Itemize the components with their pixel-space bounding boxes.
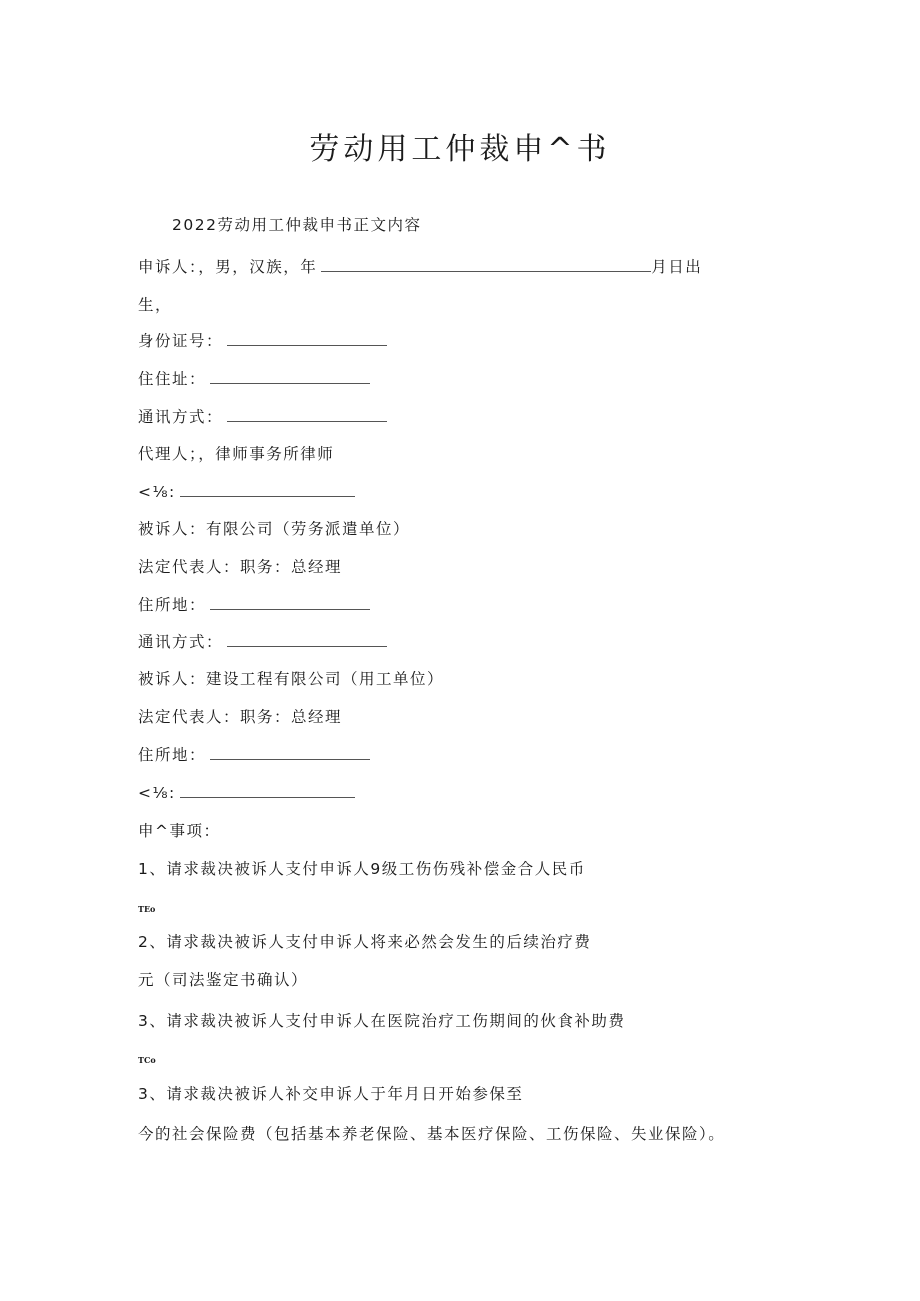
respondent2-address-blank [210,745,370,760]
agent-contact-label: <⅛: [138,483,176,501]
claim-item: 今的社会保险费（包括基本养老保险、基本医疗保险、工伤保险、失业保险）。 [138,1125,726,1143]
applicant-contact-label: 通讯方式： [138,408,224,426]
applicant-address-row [138,368,370,390]
respondent1-address-label: 住所地： [138,596,207,614]
applicant-contact-row [138,406,387,428]
applicant-line1-suffix: 月日出 [651,258,703,276]
respondent1-address-blank [210,595,370,610]
respondent1-name: 被诉人：有限公司（劳务派遣单位） [138,520,411,538]
claim-item: 1、请求裁决被诉人支付申诉人9级工伤伤残补偿金合人民币 [138,860,586,878]
claim-item: 3、请求裁决被诉人补交申诉人于年月日开始参保至 [138,1085,524,1103]
respondent2-name: 被诉人：建设工程有限公司（用工单位） [138,670,445,688]
claim-item: 2、请求裁决被诉人支付申诉人将来必然会发生的后续治疗费 [138,933,592,951]
id-number-label: 身份证号： [138,332,224,350]
id-number-blank [227,331,387,346]
respondent1-contact-label: 通讯方式： [138,633,224,651]
claim-item: 元（司法鉴定书确认） [138,971,309,989]
respondent2-address-label: 住所地： [138,746,207,764]
respondent2-contact-label: <⅛: [138,784,176,802]
respondent1-rep: 法定代表人：职务：总经理 [138,558,343,576]
birth-blank [321,257,651,272]
applicant-address-blank [210,369,370,384]
document-title: 劳动用工仲裁申^书 [309,132,611,167]
agent-line: 代理人；，律师事务所律师 [138,445,335,463]
agent-contact-row [138,481,355,503]
respondent1-contact-row [138,631,387,653]
claim-note: TCo [138,1055,156,1065]
respondent2-contact-blank [180,783,355,798]
applicant-line2: 生， [138,296,173,314]
applicant-contact-blank [227,407,387,422]
respondent2-contact-row [138,782,355,804]
claim-note: TEo [138,904,156,914]
applicant-line1-prefix: 申诉人：，男，汉族，年 [138,258,318,276]
respondent1-address-row [138,594,370,616]
respondent2-rep: 法定代表人：职务：总经理 [138,708,343,726]
respondent1-contact-blank [227,632,387,647]
claims-heading: 申^事项： [138,822,221,840]
claim-item: 3、请求裁决被诉人支付申诉人在医院治疗工伤期间的伙食补助费 [138,1012,626,1030]
agent-contact-blank [180,482,355,497]
id-number-row [138,330,387,352]
applicant-address-label: 住住址： [138,370,207,388]
applicant-line1 [138,256,702,278]
respondent2-address-row [138,744,370,766]
subtitle: 2022劳动用工仲裁申书正文内容 [172,216,422,234]
